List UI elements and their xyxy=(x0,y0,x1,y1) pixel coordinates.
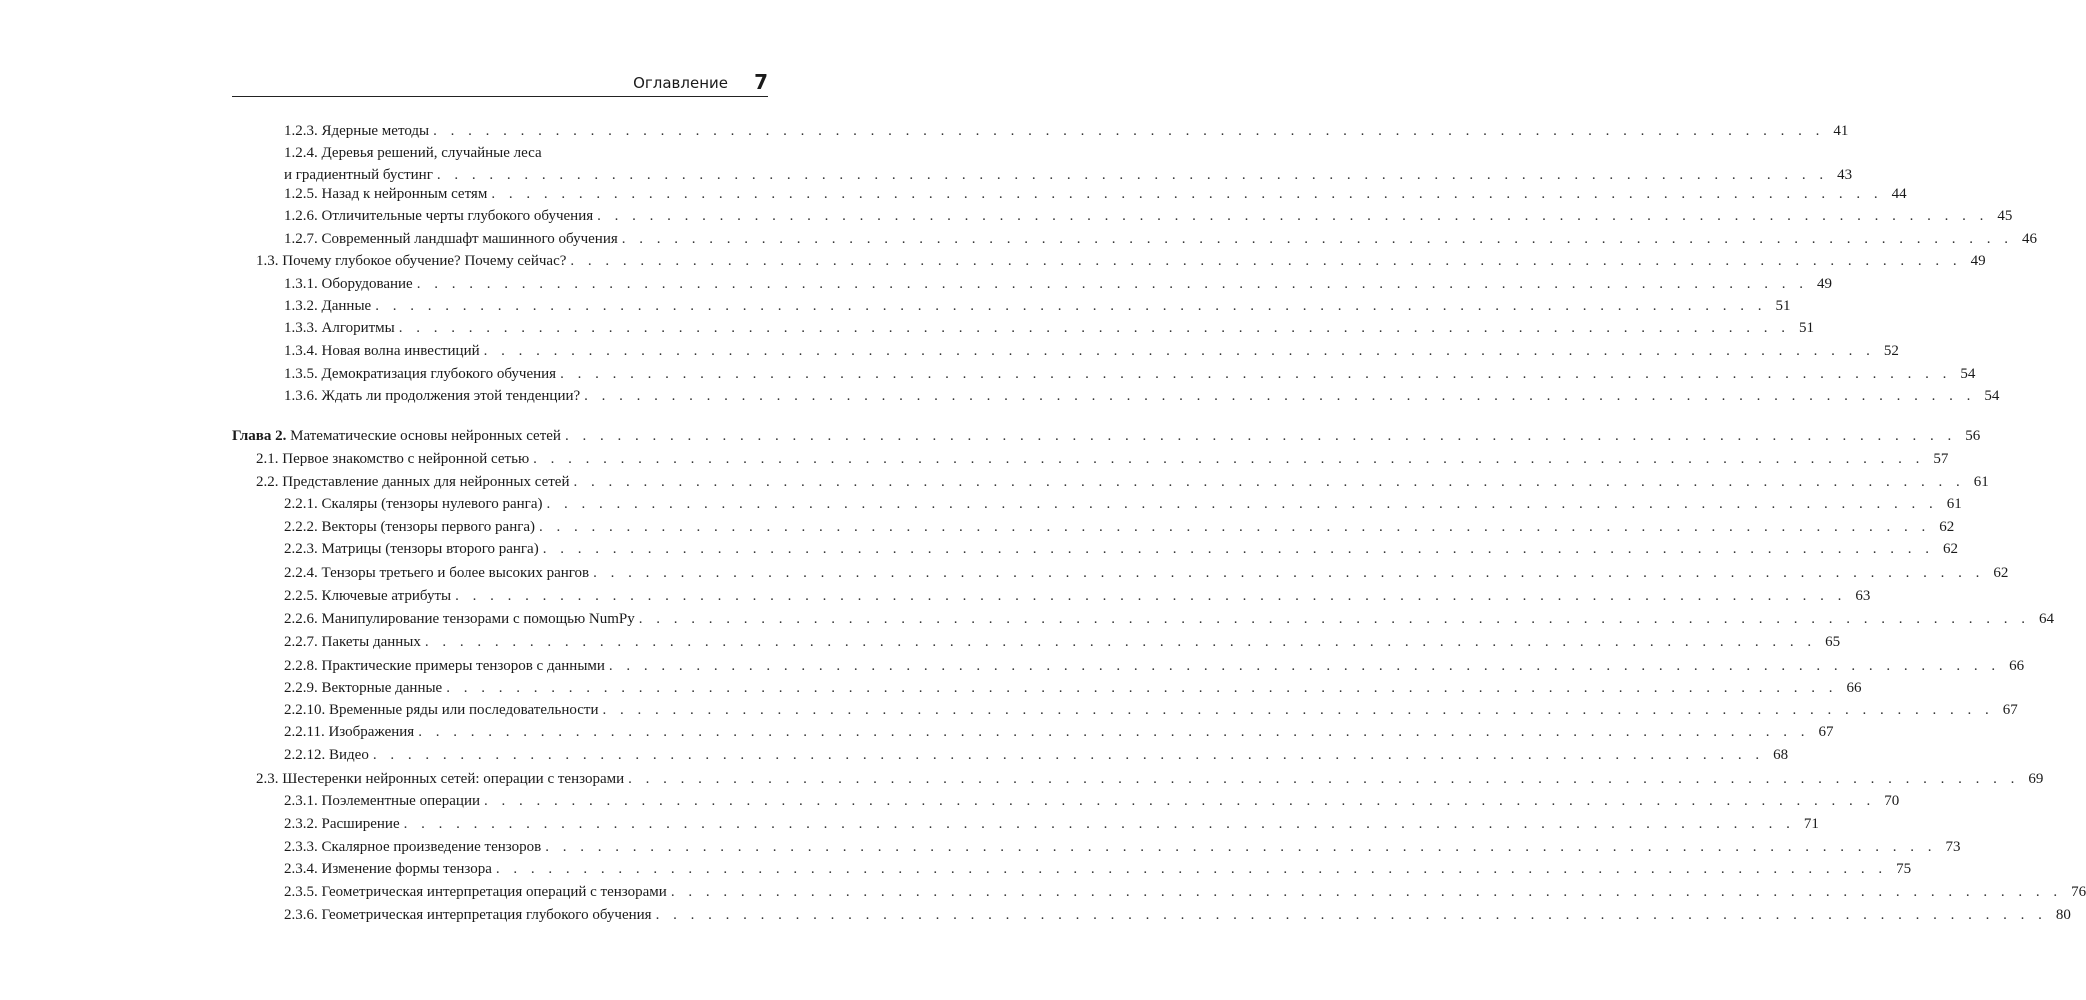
toc-entry-title: 1.3.2. Данные xyxy=(284,298,372,314)
dot-leader: . . . . . . . . . . . . . . . . . . . . . . . . . . . . . . . . . . . . . . . . . . . . . . . . . . . . . . . . . . . . . . . . . . . . . . . . . . . . . . . . xyxy=(542,541,1934,557)
toc-entry-page: 62 xyxy=(1939,519,1955,535)
toc-entry-title: 1.2.6. Отличительные черты глубокого обучения xyxy=(284,208,594,224)
toc-entry[interactable] xyxy=(0,472,1989,492)
toc-entry-title: 2.2.7. Пакеты данных xyxy=(284,634,421,650)
toc-entry[interactable] xyxy=(0,517,1955,537)
toc-entry-page: 45 xyxy=(1997,208,2013,224)
dot-leader: . . . . . . . . . . . . . . . . . . . . . . . . . . . . . . . . . . . . . . . . . . . . . . . . . . . . . . . . . . . . . . . . . . . . . . . . . . . . . . . . xyxy=(670,884,2063,900)
toc-entry[interactable] xyxy=(0,678,1862,698)
dot-leader: . . . . . . . . . . . . . . . . . . . . . . . . . . . . . . . . . . . . . . . . . . . . . . . . . . . . . . . . . . . . . . . . . . . . . . . . . . . . . . . . xyxy=(573,474,1965,490)
dot-leader: . . . . . . . . . . . . . . . . . . . . . . . . . . . . . . . . . . . . . . . . . . . . . . . . . . . . . . . . . . . . . . . . . . . . . . . . . . . . . . . . xyxy=(546,496,1938,512)
toc-entry-page: 67 xyxy=(2002,702,2018,718)
toc-entry[interactable] xyxy=(0,426,1981,446)
dot-leader: . . . . . . . . . . . . . . . . . . . . . . . . . . . . . . . . . . . . . . . . . . . . . . . . . . . . . . . . . . . . . . . . . . . . . . . . . . . . . . . . xyxy=(655,907,2047,923)
toc-entry[interactable] xyxy=(0,184,1907,204)
toc-entry[interactable] xyxy=(0,769,2044,789)
toc-entry[interactable] xyxy=(0,609,2055,629)
dot-leader: . . . . . . . . . . . . . . . . . . . . . . . . . . . . . . . . . . . . . . . . . . . . . . . . . . . . . . . . . . . . . . . . . . . . . . . . . . . . . . . . xyxy=(570,253,1962,269)
toc-entry[interactable] xyxy=(0,296,1791,316)
toc-entry-page: 64 xyxy=(2039,611,2055,627)
toc-entry[interactable] xyxy=(0,563,2009,583)
dot-leader: . . . . . . . . . . . . . . . . . . . . . . . . . . . . . . . . . . . . . . . . . . . . . . . . . . . . . . . . . . . . . . . . . . . . . . . . . . . . . . . . xyxy=(539,519,1931,535)
toc-entry-title: 1.3.3. Алгоритмы xyxy=(284,320,395,336)
toc-entry-title: 2.3.3. Скалярное произведение тензоров xyxy=(284,839,542,855)
toc-entry-page: 49 xyxy=(1970,253,1986,269)
dot-leader: . . . . . . . . . . . . . . . . . . . . . . . . . . . . . . . . . . . . . . . . . . . . . . . . . . . . . . . . . . . . . . . . . . . . . . . . . . . . . . . . xyxy=(602,702,1994,718)
toc-entry-title: 1.3. Почему глубокое обучение? Почему сейчас? xyxy=(256,253,567,269)
toc-entry[interactable] xyxy=(0,318,1814,338)
dot-leader: . . . . . . . . . . . . . . . . . . . . . . . . . . . . . . . . . . . . . . . . . . . . . . . . . . . . . . . . . . . . . . . . . . . . . . . . . . . . . . . . xyxy=(372,747,1765,763)
dot-leader: . . . . . . . . . . . . . . . . . . . . . . . . . . . . . . . . . . . . . . . . . . . . . . . . . . . . . . . . . . . . . . . . . . . . . . . . . . . . . . . . xyxy=(424,634,1817,650)
toc-entry[interactable] xyxy=(0,882,2086,902)
toc-entry[interactable] xyxy=(0,700,2018,720)
dot-leader: . . . . . . . . . . . . . . . . . . . . . . . . . . . . . . . . . . . . . . . . . . . . . . . . . . . . . . . . . . . . . . . . . . . . . . . . . . . . . . . . xyxy=(495,861,1888,877)
toc-entry-page: 44 xyxy=(1891,186,1907,202)
dot-leader: . . . . . . . . . . . . . . . . . . . . . . . . . . . . . . . . . . . . . . . . . . . . . . . . . . . . . . . . . . . . . . . . . . . . . . . . . . . . . . . . xyxy=(621,231,2014,247)
toc-entry-title xyxy=(232,426,561,446)
toc-entry[interactable] xyxy=(0,722,1834,742)
toc-entry[interactable] xyxy=(0,251,1986,271)
dot-leader: . . . . . . . . . . . . . . . . . . . . . . . . . . . . . . . . . . . . . . . . . . . . . . . . . . . . . . . . . . . . . . . . . . . . . . . . . . . . . . . . xyxy=(416,276,1808,292)
toc-entry-page: 41 xyxy=(1833,123,1849,139)
toc-entry-title: 2.3.5. Геометрическая интерпретация операций с тензорами xyxy=(284,884,667,900)
toc-entry-title: 2.2.12. Видео xyxy=(284,747,369,763)
toc-entry[interactable] xyxy=(0,745,1789,765)
dot-leader: . . . . . . . . . . . . . . . . . . . . . . . . . . . . . . . . . . . . . . . . . . . . . . . . . . . . . . . . . . . . . . . . . . . . . . . . . . . . . . . . xyxy=(593,565,1985,581)
toc-entry[interactable] xyxy=(0,165,1853,185)
toc-entry-title: 2.3.4. Изменение формы тензора xyxy=(284,861,492,877)
toc-entry-title: 1.3.1. Оборудование xyxy=(284,276,413,292)
dot-leader: . . . . . . . . . . . . . . . . . . . . . . . . . . . . . . . . . . . . . . . . . . . . . . . . . . . . . . . . . . . . . . . . . . . . . . . . . . . . . . . . xyxy=(584,388,1976,404)
toc-entry-title: 2.2.1. Скаляры (тензоры нулевого ранга) xyxy=(284,496,543,512)
toc-entry-page: 75 xyxy=(1896,861,1912,877)
toc-entry-page: 68 xyxy=(1773,747,1789,763)
toc-entry-title: 1.3.5. Демократизация глубокого обучения xyxy=(284,366,557,382)
dot-leader: . . . . . . . . . . . . . . . . . . . . . . . . . . . . . . . . . . . . . . . . . . . . . . . . . . . . . . . . . . . . . . . . . . . . . . . . . . . . . . . . xyxy=(403,816,1795,832)
toc-entry-title: 1.2.3. Ядерные методы xyxy=(284,123,430,139)
dot-leader: . . . . . . . . . . . . . . . . . . . . . . . . . . . . . . . . . . . . . . . . . . . . . . . . . . . . . . . . . . . . . . . . . . . . . . . . . . . . . . . . xyxy=(433,123,1825,139)
toc-entry-page: 52 xyxy=(1883,343,1899,359)
toc-entry[interactable] xyxy=(0,539,1958,559)
toc-entry-title: 2.2.9. Векторные данные xyxy=(284,680,443,696)
toc-entry-page: 65 xyxy=(1825,634,1841,650)
toc-entry-title: 1.2.7. Современный ландшафт машинного обучения xyxy=(284,231,618,247)
toc-entry-page: 70 xyxy=(1884,793,1900,809)
toc-entry-page: 69 xyxy=(2028,771,2044,787)
dot-leader: . . . . . . . . . . . . . . . . . . . . . . . . . . . . . . . . . . . . . . . . . . . . . . . . . . . . . . . . . . . . . . . . . . . . . . . . . . . . . . . . xyxy=(608,658,2001,674)
toc-entry-page: 67 xyxy=(1818,724,1834,740)
toc-entry[interactable] xyxy=(0,274,1832,294)
toc-entry-title: 2.2.2. Векторы (тензоры первого ранга) xyxy=(284,519,536,535)
dot-leader: . . . . . . . . . . . . . . . . . . . . . . . . . . . . . . . . . . . . . . . . . . . . . . . . . . . . . . . . . . . . . . . . . . . . . . . . . . . . . . . . xyxy=(436,167,1829,183)
toc-entry[interactable] xyxy=(0,494,1962,514)
toc-entry-title: 2.2.8. Практические примеры тензоров с данными xyxy=(284,658,605,674)
toc-entry[interactable] xyxy=(0,586,1871,606)
toc-entry-title: 2.2.5. Ключевые атрибуты xyxy=(284,588,452,604)
toc-entry[interactable] xyxy=(0,814,1819,834)
toc-entry-page: 54 xyxy=(1960,366,1976,382)
toc-entry-title: 2.2.11. Изображения xyxy=(284,724,415,740)
toc-entry-page: 63 xyxy=(1855,588,1871,604)
toc-entry-title: 1.3.6. Ждать ли продолжения этой тенденции? xyxy=(284,388,581,404)
toc-entry-title-line1: 1.2.4. Деревья решений, случайные леса xyxy=(284,145,542,161)
toc-entry-page: 51 xyxy=(1799,320,1814,336)
chapter-label: Глава 2. xyxy=(232,428,287,444)
dot-leader: . . . . . . . . . . . . . . . . . . . . . . . . . . . . . . . . . . . . . . . . . . . . . . . . . . . . . . . . . . . . . . . . . . . . . . . . . . . . . . . . xyxy=(491,186,1883,202)
dot-leader: . . . . . . . . . . . . . . . . . . . . . . . . . . . . . . . . . . . . . . . . . . . . . . . . . . . . . . . . . . . . . . . . . . . . . . . . . . . . . . . . xyxy=(638,611,2031,627)
toc-entry-page: 62 xyxy=(1942,541,1958,557)
toc-entry-page: 43 xyxy=(1837,167,1853,183)
toc-entry-title: 2.3.6. Геометрическая интерпретация глубокого обучения xyxy=(284,907,652,923)
toc-entry-page: 71 xyxy=(1803,816,1819,832)
toc-entry-page: 61 xyxy=(1946,496,1962,512)
toc-entry[interactable] xyxy=(0,386,2000,406)
toc-entry-page: 66 xyxy=(2009,658,2025,674)
toc-entry-title: 2.2.4. Тензоры третьего и более высоких рангов xyxy=(284,565,590,581)
toc-entry-page: 56 xyxy=(1965,428,1981,444)
toc-entry[interactable] xyxy=(0,791,1900,811)
toc-entry-page: 76 xyxy=(2071,884,2086,900)
toc-entry-title: 2.2. Представление данных для нейронных сетей xyxy=(256,474,570,490)
toc-entry[interactable] xyxy=(0,229,2038,249)
dot-leader: . . . . . . . . . . . . . . . . . . . . . . . . . . . . . . . . . . . . . . . . . . . . . . . . . . . . . . . . . . . . . . . . . . . . . . . . . . . . . . . . xyxy=(484,793,1876,809)
toc-entry-title: 2.3. Шестеренки нейронных сетей: операции с тензорами xyxy=(256,771,625,787)
toc-entry-page: 51 xyxy=(1775,298,1791,314)
toc-entry[interactable] xyxy=(0,632,1841,652)
toc-entry[interactable] xyxy=(0,837,1961,857)
dot-leader: . . . . . . . . . . . . . . . . . . . . . . . . . . . . . . . . . . . . . . . . . . . . . . . . . . . . . . . . . . . . . . . . . . . . . . . . . . . . . . . . xyxy=(628,771,2020,787)
dot-leader: . . . . . . . . . . . . . . . . . . . . . . . . . . . . . . . . . . . . . . . . . . . . . . . . . . . . . . . . . . . . . . . . . . . . . . . . . . . . . . . . xyxy=(398,320,1790,336)
toc-entry[interactable] xyxy=(0,341,1899,361)
dot-leader: . . . . . . . . . . . . . . . . . . . . . . . . . . . . . . . . . . . . . . . . . . . . . . . . . . . . . . . . . . . . . . . . . . . . . . . . . . . . . . . . xyxy=(455,588,1847,604)
running-header-title: Оглавление xyxy=(633,74,728,92)
toc-entry-page: 61 xyxy=(1973,474,1989,490)
toc-entry-title: 2.2.3. Матрицы (тензоры второго ранга) xyxy=(284,541,539,557)
toc-entry-title: 1.2.5. Назад к нейронным сетям xyxy=(284,186,488,202)
toc-entry[interactable] xyxy=(0,656,2025,676)
toc-entry-page: 54 xyxy=(1984,388,2000,404)
dot-leader: . . . . . . . . . . . . . . . . . . . . . . . . . . . . . . . . . . . . . . . . . . . . . . . . . . . . . . . . . . . . . . . . . . . . . . . . . . . . . . . . xyxy=(483,343,1875,359)
toc-entry-page: 73 xyxy=(1945,839,1961,855)
toc-entry-page: 46 xyxy=(2022,231,2038,247)
toc-entry-page: 80 xyxy=(2055,907,2071,923)
toc-entry-title: 2.1. Первое знакомство с нейронной сетью xyxy=(256,451,530,467)
toc-entry[interactable] xyxy=(0,859,1912,879)
page-number: 7 xyxy=(754,70,768,94)
dot-leader: . . . . . . . . . . . . . . . . . . . . . . . . . . . . . . . . . . . . . . . . . . . . . . . . . . . . . . . . . . . . . . . . . . . . . . . . . . . . . . . . xyxy=(446,680,1838,696)
dot-leader: . . . . . . . . . . . . . . . . . . . . . . . . . . . . . . . . . . . . . . . . . . . . . . . . . . . . . . . . . . . . . . . . . . . . . . . . . . . . . . . . xyxy=(545,839,1937,855)
toc-entry-title: 2.3.1. Поэлементные операции xyxy=(284,793,480,809)
chapter-title: Математические основы нейронных сетей xyxy=(290,428,561,444)
toc-entry[interactable] xyxy=(0,905,2071,925)
toc-entry-page: 49 xyxy=(1816,276,1832,292)
dot-leader: . . . . . . . . . . . . . . . . . . . . . . . . . . . . . . . . . . . . . . . . . . . . . . . . . . . . . . . . . . . . . . . . . . . . . . . . . . . . . . . . xyxy=(418,724,1810,740)
dot-leader: . . . . . . . . . . . . . . . . . . . . . . . . . . . . . . . . . . . . . . . . . . . . . . . . . . . . . . . . . . . . . . . . . . . . . . . . . . . . . . . . xyxy=(375,298,1767,314)
dot-leader: . . . . . . . . . . . . . . . . . . . . . . . . . . . . . . . . . . . . . . . . . . . . . . . . . . . . . . . . . . . . . . . . . . . . . . . . . . . . . . . . xyxy=(564,428,1957,444)
dot-leader: . . . . . . . . . . . . . . . . . . . . . . . . . . . . . . . . . . . . . . . . . . . . . . . . . . . . . . . . . . . . . . . . . . . . . . . . . . . . . . . . xyxy=(533,451,1925,467)
toc-entry-title: и градиентный бустинг xyxy=(284,167,433,183)
toc-entry-page: 57 xyxy=(1933,451,1949,467)
toc-entry-page: 66 xyxy=(1846,680,1862,696)
toc-entry[interactable] xyxy=(0,206,2013,226)
dot-leader: . . . . . . . . . . . . . . . . . . . . . . . . . . . . . . . . . . . . . . . . . . . . . . . . . . . . . . . . . . . . . . . . . . . . . . . . . . . . . . . . xyxy=(560,366,1952,382)
toc-entry[interactable] xyxy=(0,121,1849,141)
toc-entry[interactable] xyxy=(0,364,1976,384)
toc-entry-title: 2.2.6. Манипулирование тензорами с помощью NumPy xyxy=(284,611,635,627)
dot-leader: . . . . . . . . . . . . . . . . . . . . . . . . . . . . . . . . . . . . . . . . . . . . . . . . . . . . . . . . . . . . . . . . . . . . . . . . . . . . . . . . xyxy=(597,208,1989,224)
toc-entry-page: 62 xyxy=(1993,565,2009,581)
toc-entry-title: 1.3.4. Новая волна инвестиций xyxy=(284,343,480,359)
toc-entry-title: 2.2.10. Временные ряды или последовательности xyxy=(284,702,599,718)
toc-entry[interactable] xyxy=(0,449,1949,469)
toc-entry-title: 2.3.2. Расширение xyxy=(284,816,400,832)
